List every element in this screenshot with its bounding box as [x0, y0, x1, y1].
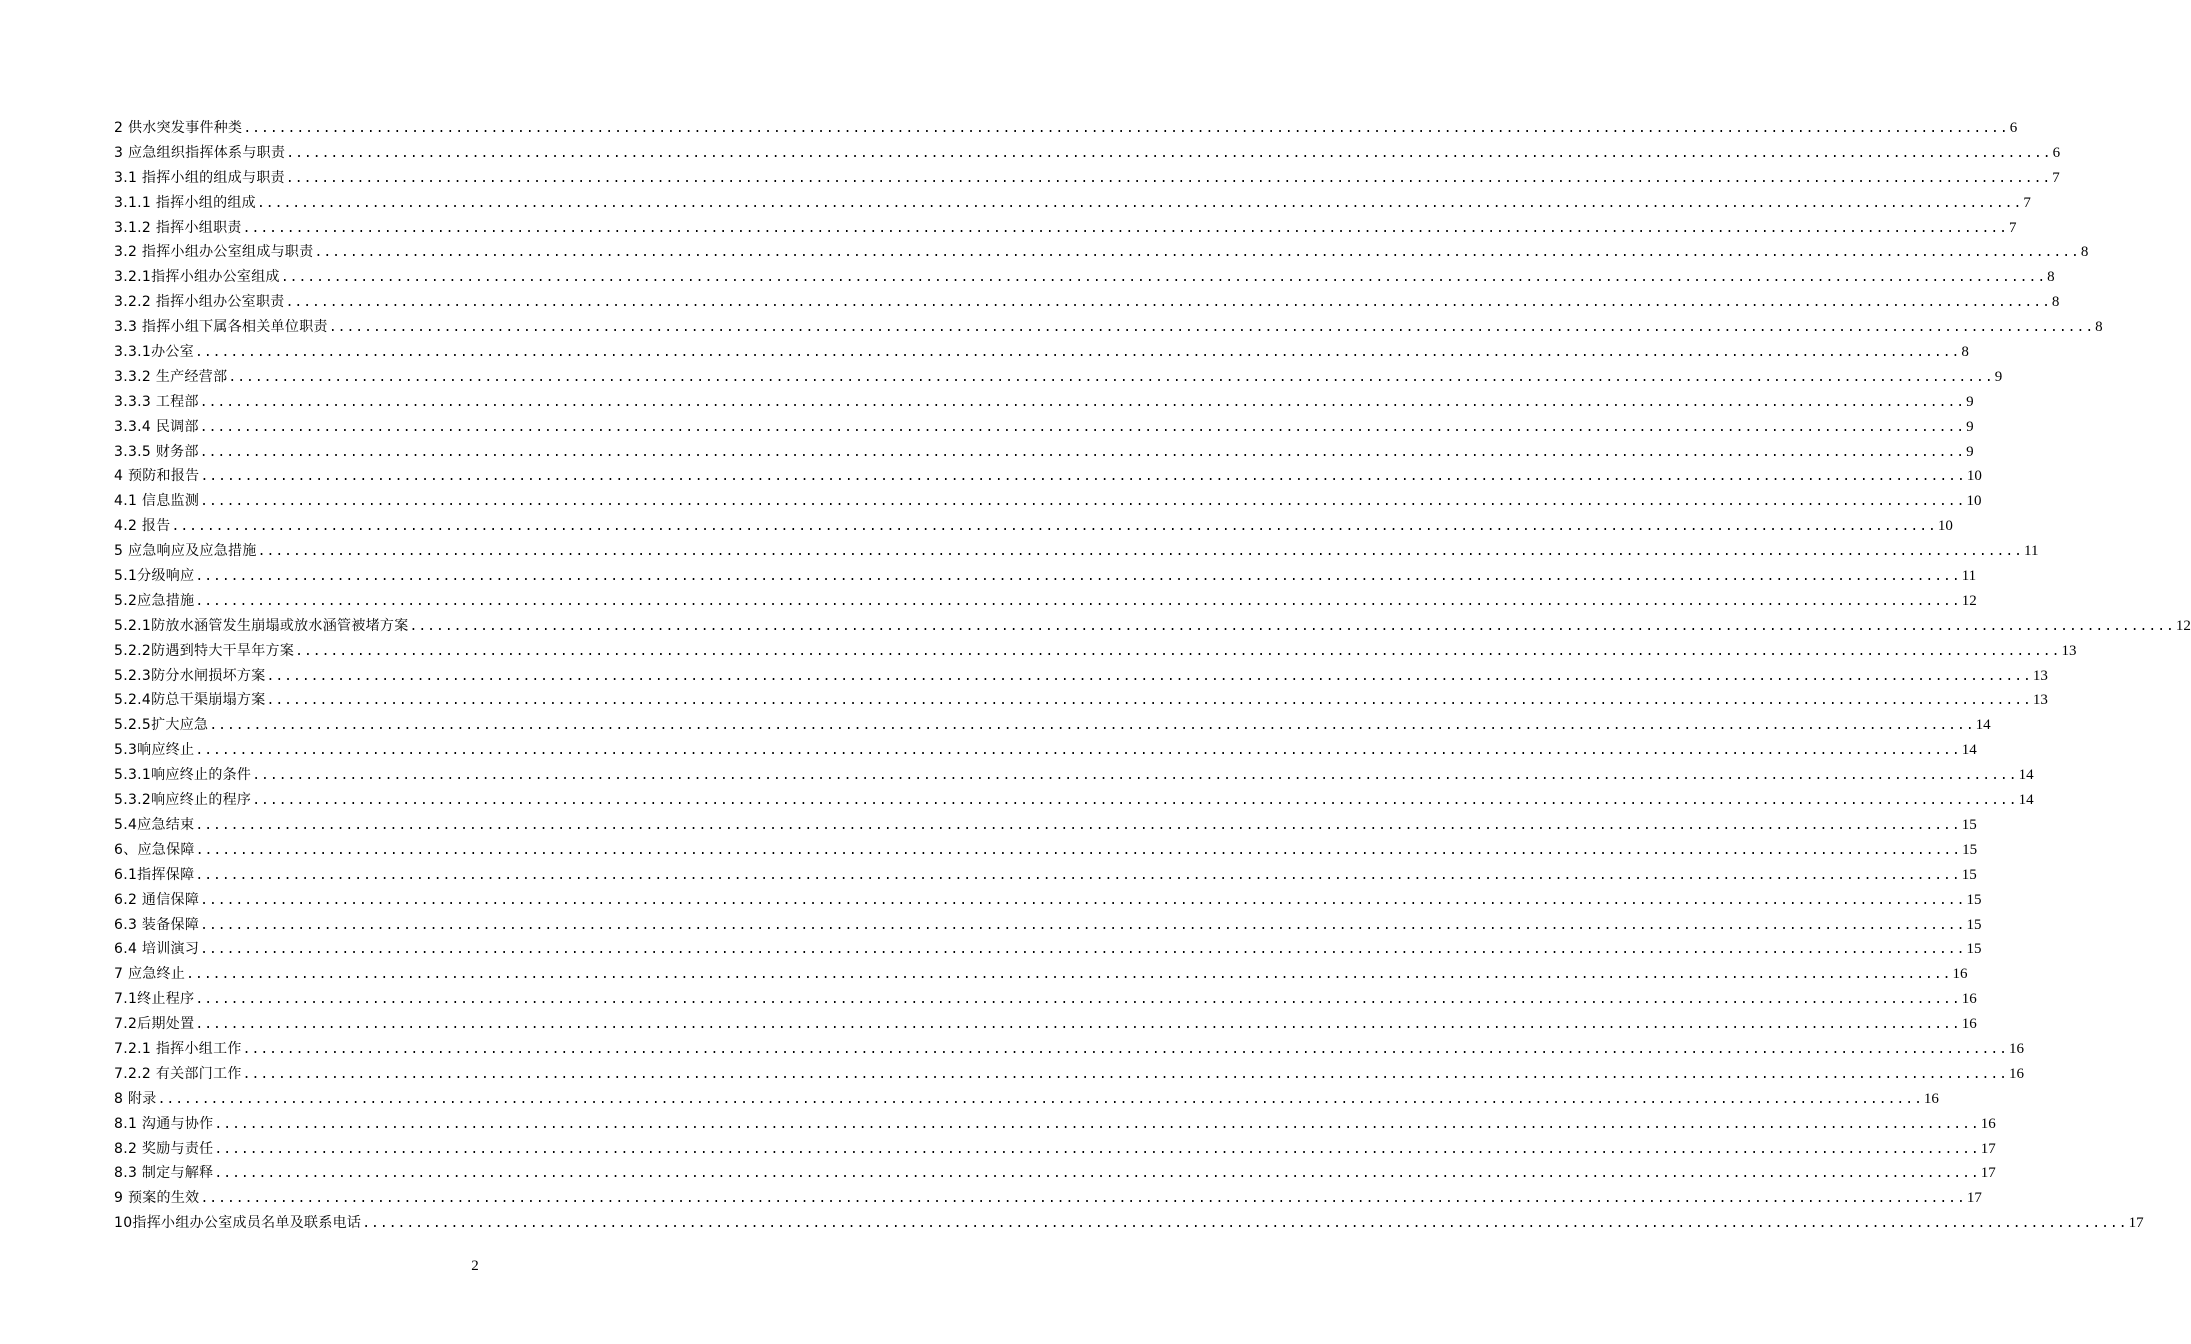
toc-entry-page: 8: [2051, 294, 2060, 311]
toc-entry-title: 7.2.2 有关部门工作: [114, 1065, 242, 1082]
toc-entry[interactable]: [114, 664, 2048, 689]
toc-dot-leader: ........................................................................................................................................................................................................: [257, 544, 2024, 560]
toc-entry-page: 17: [1980, 1140, 1996, 1157]
toc-entry-page: 16: [2009, 1040, 2025, 1057]
toc-entry-title: 3.3.3 工程部: [114, 393, 199, 410]
toc-dot-leader: ........................................................................................................................................................................................................: [209, 718, 1975, 734]
toc-entry[interactable]: [114, 1186, 1982, 1211]
toc-dot-leader: ........................................................................................................................................................................................................: [285, 170, 2052, 186]
toc-entry-page: 17: [1980, 1165, 1996, 1182]
toc-dot-leader: ........................................................................................................................................................................................................: [228, 369, 1994, 385]
toc-dot-leader: ........................................................................................................................................................................................................: [200, 494, 1966, 510]
toc-entry-title: 4.1 信息监测: [114, 493, 200, 510]
toc-dot-leader: ........................................................................................................................................................................................................: [195, 593, 1961, 609]
toc-dot-leader: ........................................................................................................................................................................................................: [243, 121, 2009, 136]
toc-dot-leader: ........................................................................................................................................................................................................: [242, 1041, 2009, 1057]
toc-entry-page: 7: [2009, 219, 2017, 236]
toc-entry-title: 6.2 通信保障: [114, 891, 200, 908]
toc-entry-page: 15: [1962, 841, 1978, 858]
toc-dot-leader: ........................................................................................................................................................................................................: [199, 419, 1966, 435]
toc-entry-title: 7 应急终止: [114, 966, 186, 983]
toc-entry-title: 9 预案的生效: [114, 1190, 200, 1207]
toc-entry[interactable]: [114, 1087, 1939, 1112]
toc-entry-page: 14: [1961, 742, 1977, 759]
toc-entry-title: 4.2 报告: [114, 518, 171, 535]
toc-entry-page: 8: [2080, 244, 2089, 261]
toc-entry-title: 5.2.3防分水闸损坏方案: [114, 667, 266, 684]
toc-entry-title: 6、应急保障: [114, 841, 195, 858]
toc-entry-page: 8: [1961, 344, 1969, 361]
toc-entry-page: 8: [2095, 319, 2103, 336]
toc-entry[interactable]: [114, 315, 2103, 340]
toc-entry[interactable]: [114, 539, 2039, 564]
toc-dot-leader: ........................................................................................................................................................................................................: [280, 270, 2047, 286]
toc-entry-page: 12: [2175, 617, 2191, 634]
toc-entry[interactable]: [114, 1012, 1977, 1037]
toc-entry-title: 3.3.4 民调部: [114, 418, 199, 435]
toc-entry-page: 15: [1961, 816, 1977, 833]
toc-entry-page: 9: [1966, 443, 1974, 460]
toc-entry[interactable]: [114, 514, 1953, 539]
toc-entry-title: 5.2应急措施: [114, 592, 195, 609]
toc-entry-page: 14: [1975, 717, 1991, 734]
toc-entry[interactable]: [114, 639, 2077, 664]
toc-entry-title: 5.3响应终止: [114, 742, 195, 759]
toc-entry-title: 6.3 装备保障: [114, 916, 200, 933]
toc-entry-title: 5.2.5扩大应急: [114, 717, 209, 734]
toc-dot-leader: ........................................................................................................................................................................................................: [195, 992, 1961, 1008]
toc-entry-title: 3.3.2 生产经营部: [114, 368, 228, 385]
toc-entry-title: 3.2.2 指挥小组办公室职责: [114, 294, 285, 311]
toc-dot-leader: ........................................................................................................................................................................................................: [242, 1066, 2009, 1082]
toc-entry-page: 9: [1994, 368, 2003, 385]
toc-entry-title: 3.2.1指挥小组办公室组成: [114, 269, 280, 286]
toc-dot-leader: ........................................................................................................................................................................................................: [252, 793, 2018, 809]
toc-entry[interactable]: [114, 937, 1982, 962]
toc-dot-leader: ........................................................................................................................................................................................................: [195, 569, 1961, 585]
toc-entry[interactable]: [114, 1211, 2144, 1236]
toc-entry-page: 16: [1952, 966, 1968, 983]
toc-dot-leader: ........................................................................................................................................................................................................: [314, 245, 2080, 261]
toc-entry[interactable]: [114, 464, 1982, 489]
toc-entry[interactable]: [114, 440, 1974, 465]
toc-entry[interactable]: [114, 415, 1974, 440]
toc-entry[interactable]: [114, 1112, 1996, 1137]
toc-entry-title: 7.2后期处置: [114, 1016, 195, 1033]
toc-entry-title: 3.1.1 指挥小组的组成: [114, 194, 256, 211]
toc-entry-page: 16: [2009, 1065, 2025, 1082]
toc-entry-title: 5.3.2响应终止的程序: [114, 792, 252, 809]
toc-entry-page: 11: [1961, 568, 1977, 585]
toc-entry-page: 16: [1961, 1016, 1977, 1033]
toc-entry-page: 17: [2128, 1215, 2144, 1232]
toc-entry-title: 4 预防和报告: [114, 468, 200, 485]
toc-entry-page: 10: [1937, 518, 1953, 535]
toc-entry[interactable]: [114, 962, 1968, 987]
toc-entry-title: 3.3.1办公室: [114, 344, 195, 361]
toc-dot-leader: ........................................................................................................................................................................................................: [285, 295, 2051, 311]
toc-dot-leader: ........................................................................................................................................................................................................: [195, 842, 1962, 858]
toc-entry[interactable]: [114, 340, 1969, 365]
toc-entry-page: 15: [1961, 866, 1977, 883]
toc-entry-page: 17: [1966, 1190, 1982, 1207]
toc-dot-leader: ........................................................................................................................................................................................................: [195, 1017, 1961, 1033]
toc-dot-leader: ........................................................................................................................................................................................................: [252, 768, 2018, 784]
toc-entry[interactable]: [114, 141, 2061, 166]
toc-entry[interactable]: [114, 763, 2034, 788]
toc-dot-leader: ........................................................................................................................................................................................................: [214, 1116, 1980, 1132]
toc-entry[interactable]: [114, 191, 2031, 216]
toc-entry-title: 5 应急响应及应急措施: [114, 543, 257, 560]
toc-dot-leader: ........................................................................................................................................................................................................: [362, 1216, 2128, 1232]
toc-entry-title: 3.3 指挥小组下属各相关单位职责: [114, 319, 328, 336]
toc-entry-page: 13: [2032, 692, 2048, 709]
toc-dot-leader: ........................................................................................................................................................................................................: [200, 917, 1966, 933]
toc-entry-title: 2 供水突发事件种类: [114, 120, 243, 136]
toc-entry-page: 8: [2047, 269, 2055, 286]
toc-entry[interactable]: [114, 863, 1977, 888]
page-number: 2: [471, 1258, 479, 1274]
toc-dot-leader: ........................................................................................................................................................................................................: [195, 743, 1961, 759]
toc-entry-title: 5.1分级响应: [114, 568, 195, 585]
toc-dot-leader: ........................................................................................................................................................................................................: [295, 643, 2061, 659]
toc-dot-leader: ........................................................................................................................................................................................................: [266, 693, 2032, 709]
toc-entry[interactable]: [114, 240, 2089, 265]
toc-entry[interactable]: [114, 838, 1978, 863]
toc-entry-title: 3.1.2 指挥小组职责: [114, 219, 242, 236]
toc-entry-page: 9: [1966, 418, 1974, 435]
toc-entry[interactable]: [114, 713, 1991, 738]
toc-dot-leader: ........................................................................................................................................................................................................: [171, 519, 1937, 535]
toc-dot-leader: ........................................................................................................................................................................................................: [186, 967, 1952, 983]
toc-entry[interactable]: [114, 390, 1974, 415]
toc-dot-leader: ........................................................................................................................................................................................................: [195, 867, 1961, 883]
toc-entry-title: 8 附录: [114, 1090, 157, 1107]
toc-entry[interactable]: [114, 1062, 2025, 1087]
toc-dot-leader: ........................................................................................................................................................................................................: [195, 345, 1961, 361]
toc-dot-leader: ........................................................................................................................................................................................................: [328, 320, 2095, 336]
toc-dot-leader: ........................................................................................................................................................................................................: [409, 618, 2175, 634]
toc-entry-title: 3.1 指挥小组的组成与职责: [114, 169, 285, 186]
toc-entry-title: 8.3 制定与解释: [114, 1165, 214, 1182]
toc-dot-leader: ........................................................................................................................................................................................................: [214, 1166, 1980, 1182]
toc-entry[interactable]: [114, 1037, 2025, 1062]
toc-entry-page: 9: [1966, 393, 1974, 410]
toc-dot-leader: ........................................................................................................................................................................................................: [242, 220, 2009, 236]
toc-entry[interactable]: [114, 1161, 1996, 1186]
toc-entry[interactable]: [114, 738, 1977, 763]
toc-dot-leader: ........................................................................................................................................................................................................: [256, 195, 2023, 211]
toc-dot-leader: ........................................................................................................................................................................................................: [200, 469, 1966, 485]
toc-entry-page: 12: [1961, 592, 1977, 609]
toc-entry[interactable]: [114, 987, 1977, 1012]
toc-dot-leader: ........................................................................................................................................................................................................: [195, 817, 1961, 833]
toc-entry-page: 10: [1966, 468, 1982, 485]
toc-dot-leader: ........................................................................................................................................................................................................: [286, 145, 2052, 161]
table-of-contents: [114, 116, 2191, 1236]
toc-entry-page: 15: [1966, 941, 1982, 958]
toc-entry-page: 7: [2023, 194, 2031, 211]
toc-entry-page: 16: [1961, 991, 1977, 1008]
toc-dot-leader: ........................................................................................................................................................................................................: [199, 444, 1966, 460]
toc-entry[interactable]: [114, 166, 2060, 191]
toc-entry[interactable]: [114, 564, 1977, 589]
toc-entry[interactable]: [114, 1137, 1996, 1162]
toc-dot-leader: ........................................................................................................................................................................................................: [200, 1191, 1966, 1207]
toc-entry-page: 15: [1966, 916, 1982, 933]
toc-entry[interactable]: [114, 888, 1982, 913]
toc-entry-title: 5.2.1防放水涵管发生崩塌或放水涵管被堵方案: [114, 617, 409, 634]
toc-entry-page: 15: [1966, 891, 1982, 908]
toc-entry[interactable]: [114, 788, 2034, 813]
toc-entry[interactable]: [114, 116, 2018, 141]
toc-entry-page: 13: [2032, 667, 2048, 684]
toc-entry-page: 11: [2024, 543, 2039, 560]
toc-entry[interactable]: [114, 913, 1982, 938]
toc-entry[interactable]: [114, 216, 2017, 241]
toc-entry-title: 5.3.1响应终止的条件: [114, 767, 252, 784]
toc-entry[interactable]: [114, 265, 2055, 290]
toc-entry[interactable]: [114, 813, 1977, 838]
toc-entry-page: 10: [1966, 493, 1982, 510]
toc-entry-title: 8.1 沟通与协作: [114, 1115, 214, 1132]
toc-entry-title: 5.4应急结束: [114, 816, 195, 833]
toc-entry-title: 8.2 奖励与责任: [114, 1140, 214, 1157]
toc-entry[interactable]: [114, 688, 2048, 713]
toc-entry[interactable]: [114, 489, 1982, 514]
toc-entry-title: 3.3.5 财务部: [114, 443, 199, 460]
toc-entry-page: 14: [2018, 767, 2034, 784]
toc-entry-title: 5.2.2防遇到特大干旱年方案: [114, 642, 295, 659]
toc-entry-page: 16: [1980, 1115, 1996, 1132]
toc-entry-page: 13: [2061, 642, 2077, 659]
toc-entry-title: 7.2.1 指挥小组工作: [114, 1040, 242, 1057]
toc-entry[interactable]: [114, 614, 2191, 639]
toc-dot-leader: ........................................................................................................................................................................................................: [200, 942, 1966, 958]
toc-entry[interactable]: [114, 365, 2003, 390]
toc-entry-page: 6: [2052, 144, 2061, 161]
toc-dot-leader: ........................................................................................................................................................................................................: [200, 892, 1966, 908]
toc-entry-title: 6.4 培训演习: [114, 941, 200, 958]
toc-dot-leader: ........................................................................................................................................................................................................: [199, 394, 1966, 410]
toc-dot-leader: ........................................................................................................................................................................................................: [157, 1091, 1923, 1107]
toc-dot-leader: ........................................................................................................................................................................................................: [266, 668, 2032, 684]
toc-entry-page: 14: [2018, 792, 2034, 809]
toc-entry-title: 3 应急组织指挥体系与职责: [114, 144, 286, 161]
toc-entry-title: 7.1终止程序: [114, 991, 195, 1008]
toc-entry-title: 3.2 指挥小组办公室组成与职责: [114, 244, 314, 261]
toc-entry-page: 16: [1923, 1090, 1939, 1107]
toc-entry-page: 6: [2009, 120, 2018, 136]
toc-entry[interactable]: [114, 589, 1977, 614]
toc-entry-title: 6.1指挥保障: [114, 866, 195, 883]
toc-dot-leader: ........................................................................................................................................................................................................: [214, 1141, 1980, 1157]
toc-entry-page: 7: [2052, 169, 2060, 186]
toc-entry[interactable]: [114, 290, 2060, 315]
toc-entry-title: 10指挥小组办公室成员名单及联系电话: [114, 1215, 362, 1232]
toc-entry-title: 5.2.4防总干渠崩塌方案: [114, 692, 266, 709]
